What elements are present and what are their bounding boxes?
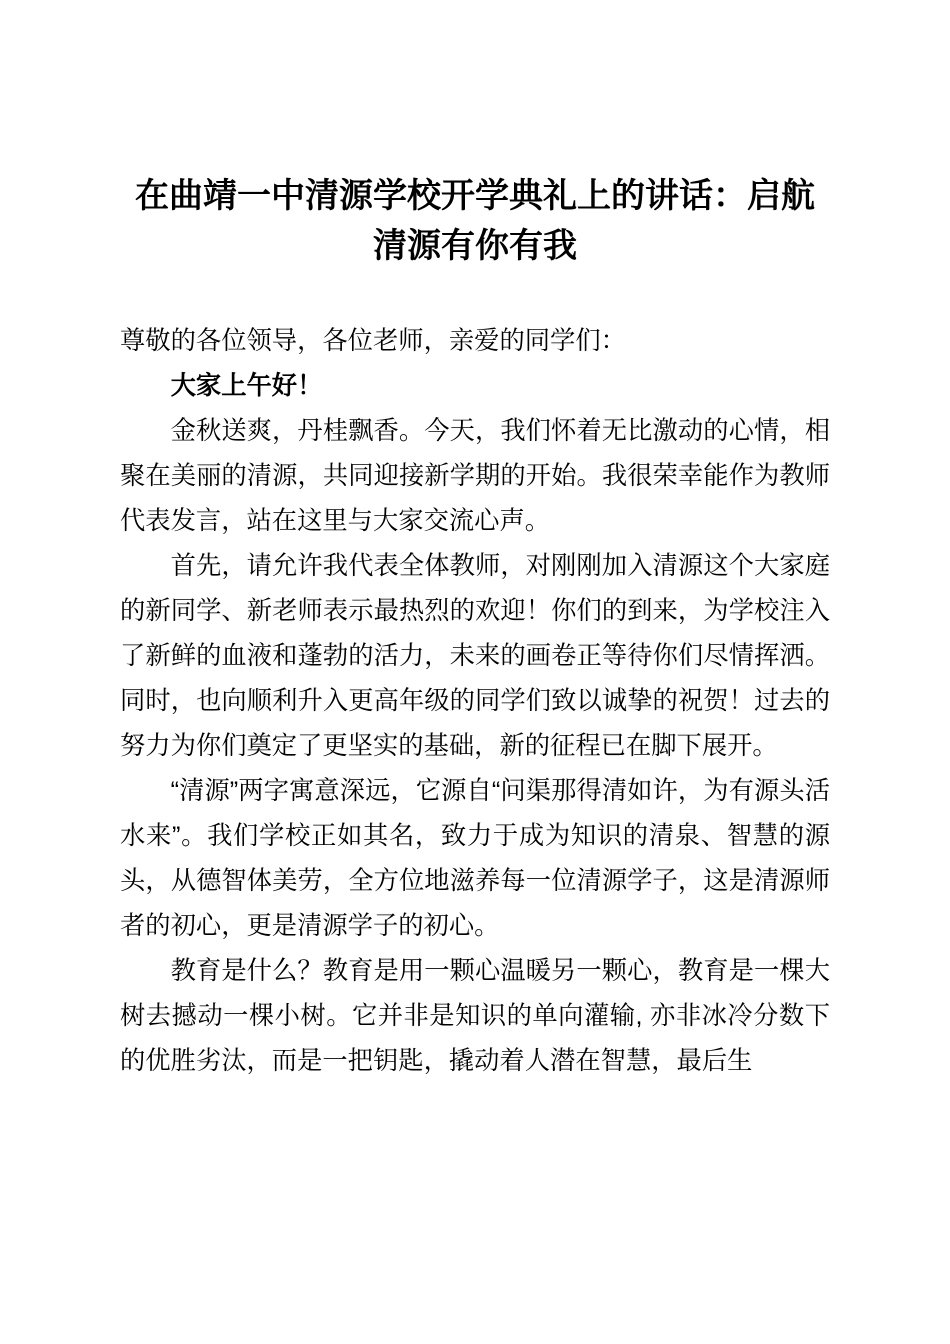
school-name-meaning-paragraph: “清源”两字寓意深远，它源自“问渠那得清如许，为有源头活水来”。我们学校正如其名，致力于成为知识的清泉、智慧的源头，从德智体美劳，全方位地滋养每一位清源学子，这是清源师者的初心，更是清源学子的初心。 <box>120 777 830 940</box>
education-definition-paragraph: 教育是什么？教育是用一颗心温暖另一颗心，教育是一棵大树去撼动一棵小树。它并非是知识的单向灌输, 亦非冰冷分数下的优胜劣汰，而是一把钥匙，撬动着人潜在智慧，最后生 <box>120 957 830 1075</box>
salutation-paragraph: 大家上午好！ <box>170 372 323 400</box>
welcome-paragraph: 首先，请允许我代表全体教师，对刚刚加入清源这个大家庭的新同学、新老师表示最热烈的欢迎！你们的到来，为学校注入了新鲜的血液和蓬勃的活力，未来的画卷正等待你们尽情挥洒。同时，也向顺利升入更高年级的同学们致以诚挚的祝贺！过去的努力为你们奠定了更坚实的基础，新的征程已在脚下展开。 <box>120 552 830 760</box>
document-body <box>120 319 830 1084</box>
opening-paragraph: 金秋送爽，丹桂飘香。今天，我们怀着无比激动的心情，相聚在美丽的清源，共同迎接新学期的开始。我很荣幸能作为教师代表发言，站在这里与大家交流心声。 <box>120 417 830 535</box>
document-title: 在曲靖一中清源学校开学典礼上的讲话：启航清源有你有我 <box>135 177 815 265</box>
greeting-paragraph: 尊敬的各位领导，各位老师，亲爱的同学们： <box>120 327 626 355</box>
